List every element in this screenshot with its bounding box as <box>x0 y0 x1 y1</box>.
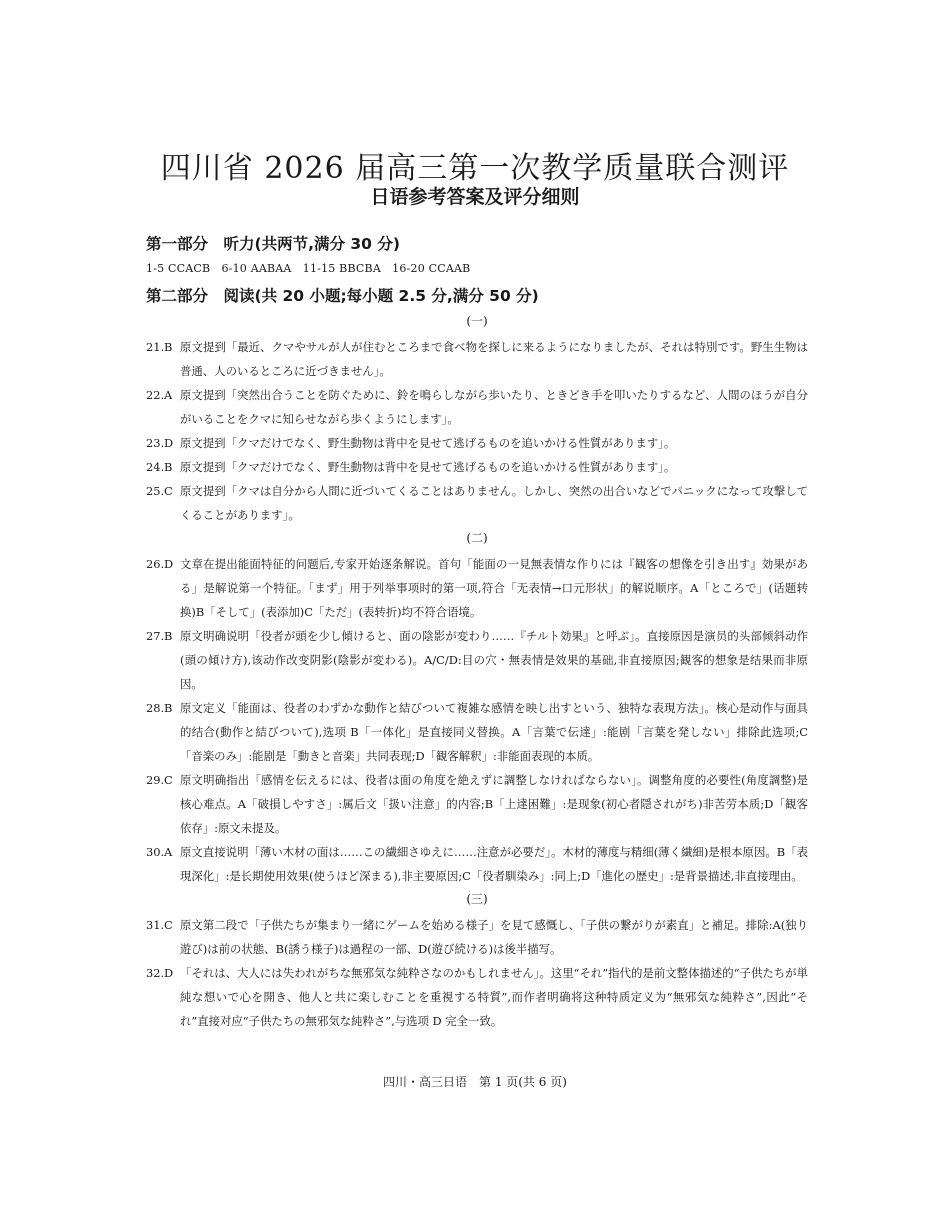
answer-item <box>146 431 808 455</box>
answer-key: B <box>164 701 173 715</box>
question-number: 23. <box>146 436 165 450</box>
answer-key: A <box>164 845 173 859</box>
answer-item <box>146 383 808 431</box>
explanation-text: 原文定义「能面は、役者のわずかな動作と結びついて複雑な感情を映し出すという、独特な表現方法」。核心是动作与面具的结合(動作と結びついて),选项 B「一体化」是直接同义替换。A「言葉で伝達」:能剧「言葉を発しない」排除此选项;C「音楽のみ」:能剧是「動きと音楽」共同表现;D「観客解釈」:非能面表现的本质。 <box>180 701 808 763</box>
answer-key: A <box>164 388 173 402</box>
page-subtitle: 日语参考答案及评分细则 <box>370 186 580 208</box>
explanation-text: 原文提到「最近、クマやサルが人が住むところまで食べ物を探しに来るようになりましたが、それは特別です。野生生物は普通、人のいるところに近づきません」。 <box>180 340 808 378</box>
listening-answers: 1-5 CCACB 6-10 AABAA 11-15 BBCBA 16-20 CCAAB <box>146 262 471 275</box>
question-number: 30. <box>146 845 165 859</box>
question-number: 27. <box>146 629 165 643</box>
question-number: 21. <box>146 340 165 354</box>
answer-key: B <box>164 629 173 643</box>
explanation-text: 原文明确说明「役者が頭を少し傾けると、面の陰影が変わり……『チルト効果』と呼ぶ」。直接原因是演员的头部倾斜动作(頭の傾け方),该动作改变阴影(陰影が変わる)。A/C/D:目の穴・無表情是效果的基础,非直接原因;観客的想象是结果而非原因。 <box>180 629 808 691</box>
explanation-text: 原文提到「突然出合うことを防ぐために、鈴を鳴らしながら歩いたり、ときどき手を叩いたりするなど、人間のほうが自分がいることをクマに知らせながら歩くようにします」。 <box>180 388 808 426</box>
explanation-text: 原文第二段で「子供たちが集まり一緒にゲームを始める様子」を見て感慨し、「子供の繋がりが素直」と補足。排除:A(独り遊び)は前の状態、B(誘う様子)は過程の一部、D(遊び続ける)は後半描写。 <box>180 918 808 956</box>
answer-item <box>146 335 808 383</box>
page-footer: 四川・高三日语 第 1 页(共 6 页) <box>383 1075 567 1089</box>
page-title: 四川省 2026 届高三第一次教学质量联合测评 <box>160 151 790 186</box>
part1-heading: 第一部分 听力(共两节,满分 30 分) <box>146 235 400 253</box>
answer-item <box>146 696 808 768</box>
answer-key: C <box>164 918 173 932</box>
section-group-label: (三) <box>466 892 488 906</box>
explanation-text: 原文直接说明「薄い木材の面は……この繊細さゆえに……注意が必要だ」。木材的薄度与精细(薄く繊細)是根本原因。B「表現深化」:是长期使用效果(使うほど深まる),非主要原因;C「役者馴染み」:同上;D「進化の歴史」:是背景描述,非直接理由。 <box>180 845 808 883</box>
question-number: 32. <box>146 966 165 980</box>
answer-key: D <box>164 436 174 450</box>
reading-groups <box>146 312 808 1033</box>
answer-key: B <box>164 340 173 354</box>
answer-item <box>146 768 808 840</box>
content-body <box>146 232 808 1033</box>
answer-key: C <box>164 773 173 787</box>
question-number: 25. <box>146 484 165 498</box>
explanation-text: 原文明确指出「感情を伝えるには、役者は面の角度を絶えずに調整しなければならない」。调整角度的必要性(角度調整)是核心难点。A「破損しやすさ」:属后文「扱い注意」的内容;B「上達困難」:是现象(初心者隠されがち)非苦劳本质;D「観客依存」:原文未提及。 <box>180 773 808 835</box>
answer-item <box>146 552 808 624</box>
explanation-text: 原文提到「クマだけでなく、野生動物は背中を見せて逃げるものを追いかける性質があります」。 <box>180 460 676 474</box>
question-number: 31. <box>146 918 165 932</box>
answer-key: D <box>164 966 174 980</box>
question-number: 28. <box>146 701 165 715</box>
answer-key: B <box>164 460 173 474</box>
explanation-text: 「それは、大人には失われがちな無邪気な純粋さなのかもしれません」。这里“それ”指代的是前文整体描述的“子供たちが単純な想いで心を開き、他人と共に楽しむことを重視する特質”,而作者明确将这种特质定义为“無邪気な純粋さ”,因此“それ”直接对应“子供たちの無邪気な純粋さ”,与选项 D 完全一致。 <box>180 966 808 1028</box>
answer-item <box>146 961 808 1033</box>
explanation-text: 文章在提出能面特征的问题后,专家开始逐条解说。首句「能面の一見無表情な作りには『観客の想像を引き出す』効果がある」是解说第一个特征。「まず」用于列举事项时的第一项,符合「无表情→口元形状」的解说顺序。A「ところで」(话题转换)B「そして」(表添加)C「ただ」(表转折)均不符合语境。 <box>180 557 808 619</box>
part2-heading: 第二部分 阅读(共 20 小题;每小题 2.5 分,满分 50 分) <box>146 287 539 305</box>
question-number: 22. <box>146 388 165 402</box>
answer-item <box>146 913 808 961</box>
question-number: 26. <box>146 557 165 571</box>
answer-key: C <box>164 484 173 498</box>
explanation-text: 原文提到「クマだけでなく、野生動物は背中を見せて逃げるものを追いかける性質があります」。 <box>180 436 676 450</box>
section-group-label: (一) <box>466 314 488 328</box>
explanation-text: 原文提到「クマは自分から人間に近づいてくることはありません。しかし、突然の出合いなどでパニックになって攻撃してくることがあります」。 <box>180 484 808 522</box>
answer-item <box>146 455 808 479</box>
question-number: 24. <box>146 460 165 474</box>
answer-item <box>146 840 808 888</box>
answer-item <box>146 479 808 527</box>
section-group-label: (二) <box>466 531 488 545</box>
answer-item <box>146 624 808 696</box>
question-number: 29. <box>146 773 165 787</box>
answer-key: D <box>164 557 174 571</box>
